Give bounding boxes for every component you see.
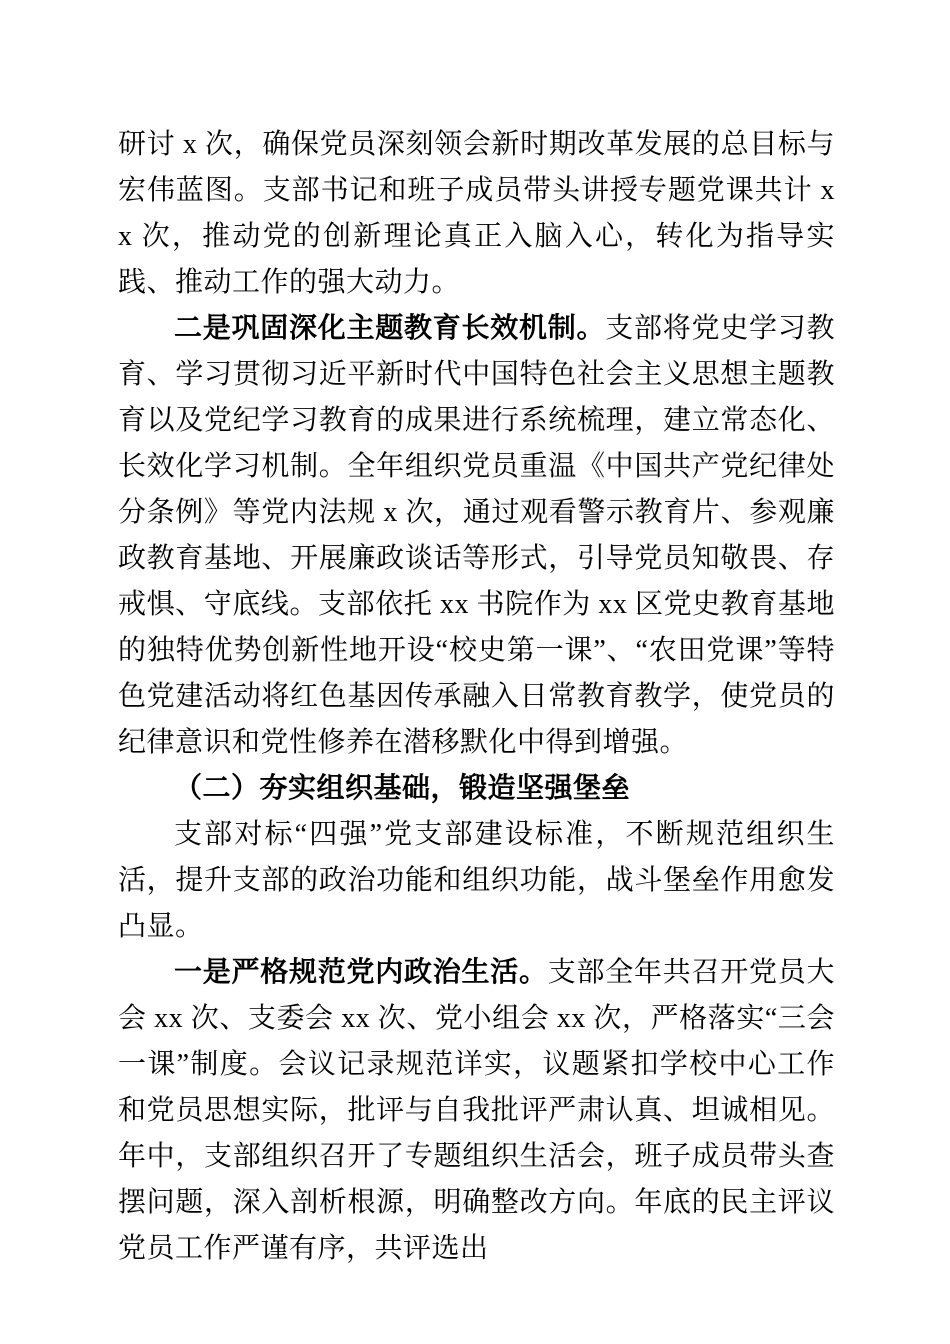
section-2-heading [118,766,835,812]
paragraph-section-2-intro [118,812,835,950]
point-2-heading: 二是巩固深化主题教育长效机制。 [174,313,606,344]
paragraph-continuation [118,122,835,306]
point-1-heading: 一是严格规范党内政治生活。 [174,957,548,988]
body-text: 研讨 x 次，确保党员深刻领会新时期改革发展的总目标与宏伟蓝图。支部书记和班子成员带头讲授专题党课共计 xx 次，推动党的创新理论真正入脑入心，转化为指导实践、推动工作的强大动力。 [118,129,835,298]
paragraph-point-2 [118,306,835,766]
point-1-body: 支部全年共召开党员大会 xx 次、支委会 xx 次、党小组会 xx 次，严格落实“三会一课”制度。会议记录规范详实，议题紧扣学校中心工作和党员思想实际，批评与自我批评严肃认真、坦诚相见。年中，支部组织召开了专题组织生活会，班子成员带头查摆问题，深入剖析根源，明确整改方向。年底的民主评议党员工作严谨有序，共评选出 [118,957,835,1264]
paragraph-point-1 [118,950,835,1272]
section-2-intro-text: 支部对标“四强”党支部建设标准，不断规范组织生活，提升支部的政治功能和组织功能，战斗堡垒作用愈发凸显。 [118,819,835,942]
point-2-body: 支部将党史学习教育、学习贯彻习近平新时代中国特色社会主义思想主题教育以及党纪学习教育的成果进行系统梳理，建立常态化、长效化学习机制。全年组织党员重温《中国共产党纪律处分条例》等党内法规 x 次，通过观看警示教育片、参观廉政教育基地、开展廉政谈话等形式，引导党员知敬畏、存戒惧、守底线。支部依托 xx 书院作为 xx 区党史教育基地的独特优势创新性地开设“校史第一课”、“农田党课”等特色党建活动将红色基因传承融入日常教育教学，使党员的纪律意识和党性修养在潜移默化中得到增强。 [118,313,835,758]
section-2-heading-text: （二）夯实组织基础，锻造坚强堡垒 [174,773,631,804]
